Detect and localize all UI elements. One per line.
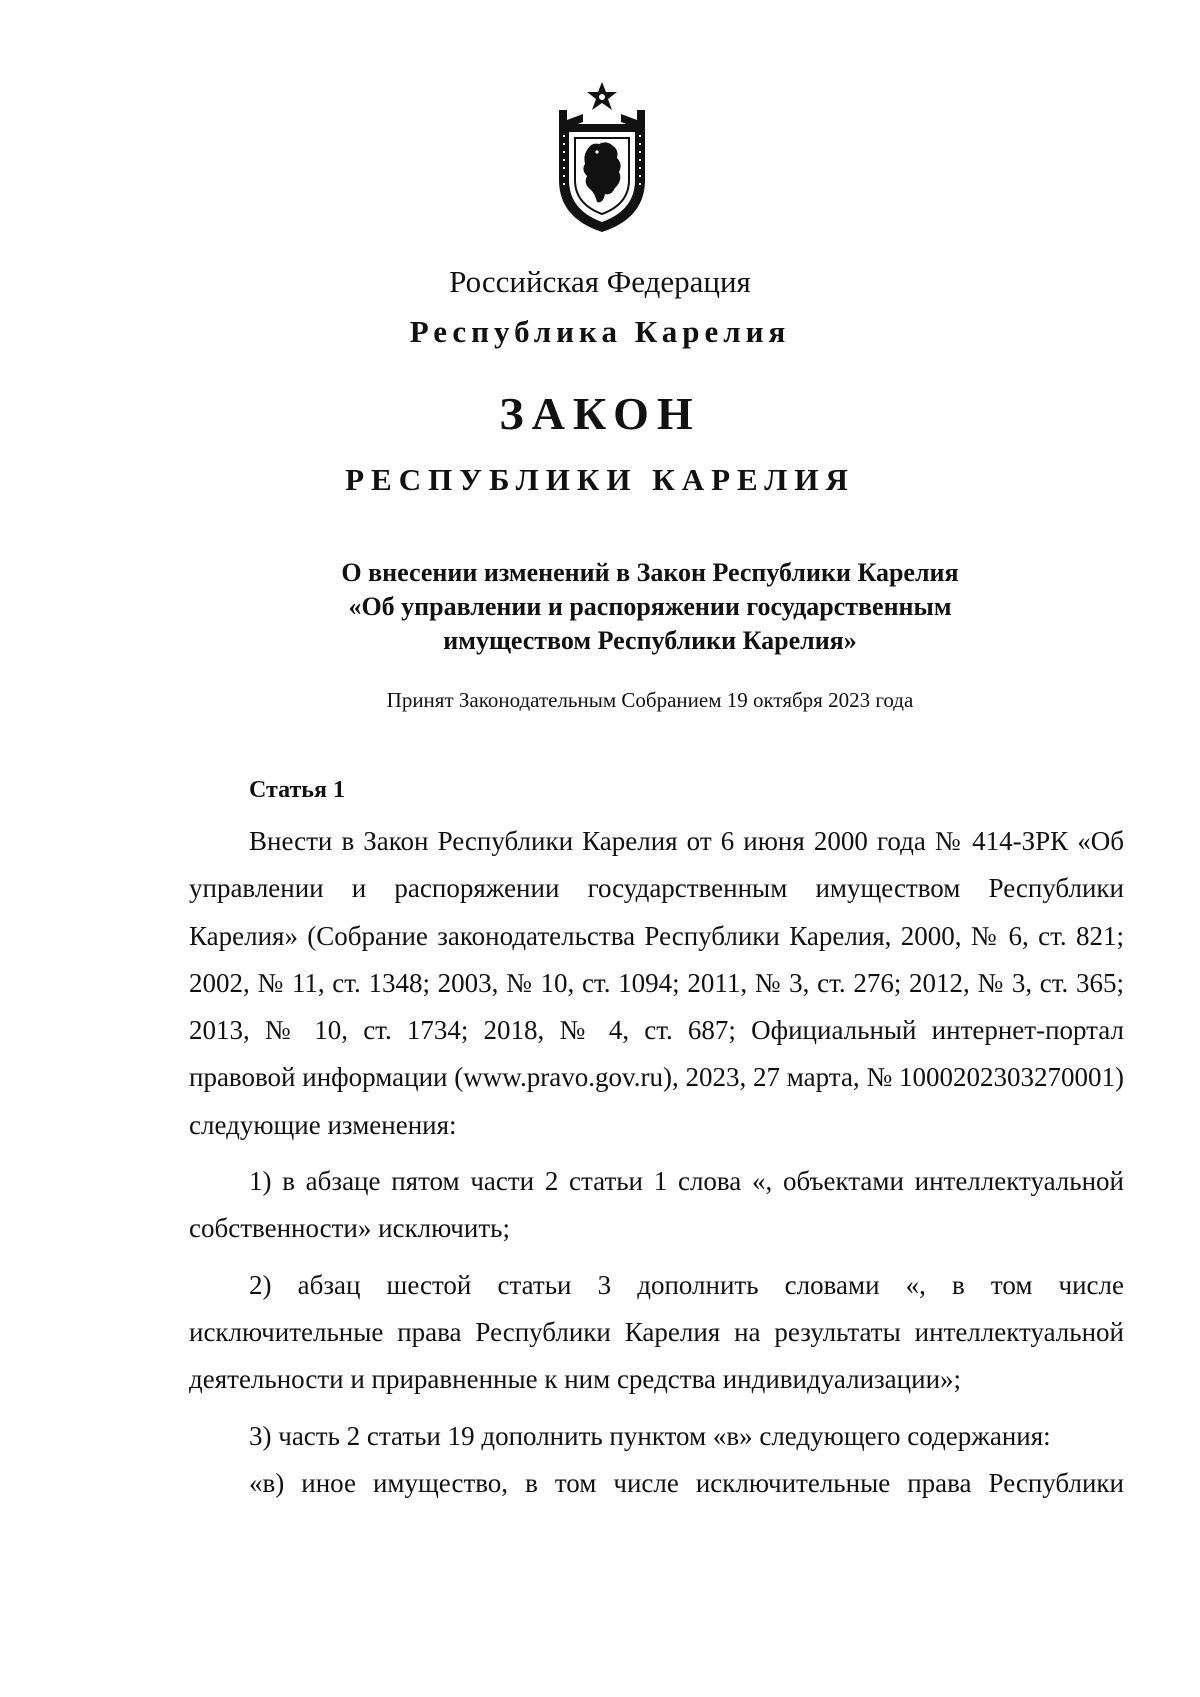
law-title-line: О внесении изменений в Закон Республики Карелия	[341, 558, 959, 587]
republic-name: Республика Карелия	[409, 314, 791, 349]
article-paragraph: 1) в абзаце пятом части 2 статьи 1 слова «, объектами интеллектуальной собственности» исключить;	[189, 1166, 1124, 1244]
article-paragraph: Внести в Закон Республики Карелия от 6 июня 2000 года № 414-ЗРК «Об управлении и распоряжении государственным имуществом Республики Карелия» (Собрание законодательства Республики Карелия, 2000, № 6, ст. 821; 2002, № 11, ст. 1348; 2003, № 10, ст. 1094; 2011, № 3, ст. 276; 2012, № 3, ст. 365; 2013, № 10, ст. 1734; 2018, № 4, ст. 687; Официальный интернет-портал правовой информации (www.pravo.gov.ru), 2023, 27 марта, № 1000202303270001) следующие изменения:	[189, 826, 1124, 1140]
law-title-line: «Об управлении и распоряжении государственным	[348, 592, 952, 621]
article-paragraph: 3) часть 2 статьи 19 дополнить пунктом «в» следующего содержания:	[249, 1420, 1051, 1451]
law-title	[300, 556, 1000, 658]
article-heading: Статья 1	[249, 777, 345, 803]
article-body	[189, 818, 1124, 1507]
law-title-line: имуществом Республики Карелия»	[443, 626, 857, 655]
article-paragraph: 2) абзац шестой статьи 3 дополнить словами «, в том числе исключительные права Республики Карелия на результаты интеллектуальной деятельности и приравненные к ним средства индивидуализации»;	[189, 1269, 1124, 1395]
coat-of-arms-icon	[553, 80, 651, 234]
document-type: ЗАКОН	[499, 388, 701, 439]
adoption-date: Принят Законодательным Собранием 19 октября 2023 года	[386, 688, 914, 712]
country-name: Российская Федерация	[449, 264, 751, 299]
article-paragraph: «в) иное имущество, в том числе исключительные права Республики	[249, 1467, 1124, 1498]
document-type-subtitle: РЕСПУБЛИКИ КАРЕЛИЯ	[345, 462, 855, 497]
